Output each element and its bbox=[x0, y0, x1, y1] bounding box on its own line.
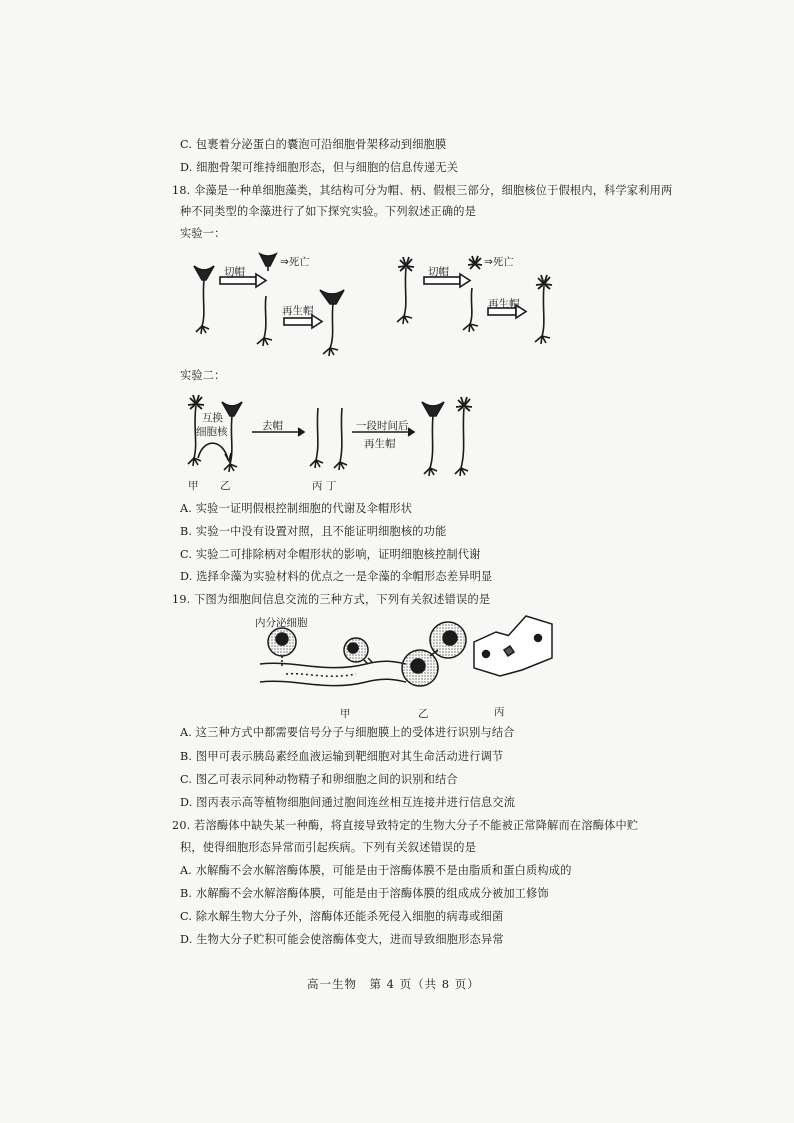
q20-option-a: A. 水解酶不会水解溶酶体膜，可能是由于溶酶体膜不是由脂质和蛋白质构成的 bbox=[180, 864, 572, 877]
exp2-label-yi: 乙 bbox=[220, 480, 231, 492]
q18-stem-line2: 种不同类型的伞藻进行了如下探究实验。下列叙述正确的是 bbox=[180, 205, 477, 218]
exp1-death-label-left: ⇒死亡 bbox=[280, 256, 310, 268]
page-footer: 高一生物 第 4 页（共 8 页） bbox=[307, 977, 480, 991]
exp2-swap-label-1: 互换 bbox=[202, 412, 223, 424]
q17-option-c: C. 包裹着分泌蛋白的囊泡可沿细胞骨架移动到细胞膜 bbox=[180, 138, 447, 151]
q18-exp2-label: 实验二： bbox=[180, 369, 226, 382]
q18-option-d: D. 选择伞藻为实验材料的优点之一是伞藻的伞帽形态差异明显 bbox=[180, 570, 493, 583]
exp1-regrow-label-right: 再生帽 bbox=[488, 298, 520, 310]
q20-stem-line1: 20. 若溶酶体中缺失某一种酶，将直接导致特定的生物大分子不能被正常降解而在溶酶体中贮 bbox=[172, 819, 639, 832]
fig19-label-bing: 丙 bbox=[494, 706, 505, 718]
exp2-after-time-label: 一段时间后 bbox=[356, 420, 409, 432]
q20-stem-line2: 积，使得细胞形态异常而引起疾病。下列有关叙述错误的是 bbox=[180, 841, 477, 854]
q20-option-c: C. 除水解生物大分子外，溶酶体还能杀死侵入细胞的病毒或细菌 bbox=[180, 910, 504, 923]
exp1-cut-cap-label-left: 切帽 bbox=[224, 266, 245, 278]
q18-option-b: B. 实验一中没有设置对照，且不能证明细胞核的功能 bbox=[180, 525, 447, 538]
exp2-remove-cap-label: 去帽 bbox=[262, 420, 283, 432]
q19-option-d: D. 图丙表示高等植物细胞间通过胞间连丝相互连接并进行信息交流 bbox=[180, 796, 516, 809]
exp2-swap-label-2: 细胞核 bbox=[196, 426, 228, 438]
experiment2-figure bbox=[180, 390, 500, 490]
exp1-death-label-right: ⇒死亡 bbox=[484, 256, 514, 268]
q19-option-b: B. 图甲可表示胰岛素经血液运输到靶细胞对其生命活动进行调节 bbox=[180, 750, 504, 763]
q17-option-d: D. 细胞骨架可维持细胞形态，但与细胞的信息传递无关 bbox=[180, 161, 459, 174]
exp1-cut-cap-label-right: 切帽 bbox=[428, 266, 449, 278]
q18-option-c: C. 实验二可排除柄对伞帽形状的影响，证明细胞核控制代谢 bbox=[180, 548, 481, 561]
exp2-label-ding: 丁 bbox=[326, 480, 337, 492]
q18-option-a: A. 实验一证明假根控制细胞的代谢及伞帽形状 bbox=[180, 502, 413, 515]
fig19-label-jia: 甲 bbox=[340, 708, 351, 720]
q19-stem: 19. 下图为细胞间信息交流的三种方式，下列有关叙述错误的是 bbox=[172, 593, 491, 606]
q18-exp1-label: 实验一： bbox=[180, 227, 226, 240]
experiment1-figure bbox=[180, 244, 580, 362]
exp2-label-bing: 丙 bbox=[312, 480, 323, 492]
endocrine-cell-label: 内分泌细胞 bbox=[255, 617, 308, 629]
exp2-regrow-label: 再生帽 bbox=[364, 438, 396, 450]
q20-option-d: D. 生物大分子贮积可能会使溶酶体变大，进而导致细胞形态异常 bbox=[180, 933, 504, 946]
exp2-label-jia: 甲 bbox=[188, 480, 199, 492]
fig19-label-yi: 乙 bbox=[418, 708, 429, 720]
q19-option-a: A. 这三种方式中都需要信号分子与细胞膜上的受体进行识别与结合 bbox=[180, 726, 515, 739]
exp1-regrow-label-left: 再生帽 bbox=[282, 305, 314, 317]
q18-stem-line1: 18. 伞藻是一种单细胞藻类，其结构可分为帽、柄、假根三部分，细胞核位于假根内，科学家利用两 bbox=[172, 184, 673, 197]
q20-option-b: B. 水解酶不会水解溶酶体膜，可能是由于溶酶体膜的组成成分被加工修饰 bbox=[180, 887, 549, 900]
q19-option-c: C. 图乙可表示同种动物精子和卵细胞之间的识别和结合 bbox=[180, 773, 458, 786]
